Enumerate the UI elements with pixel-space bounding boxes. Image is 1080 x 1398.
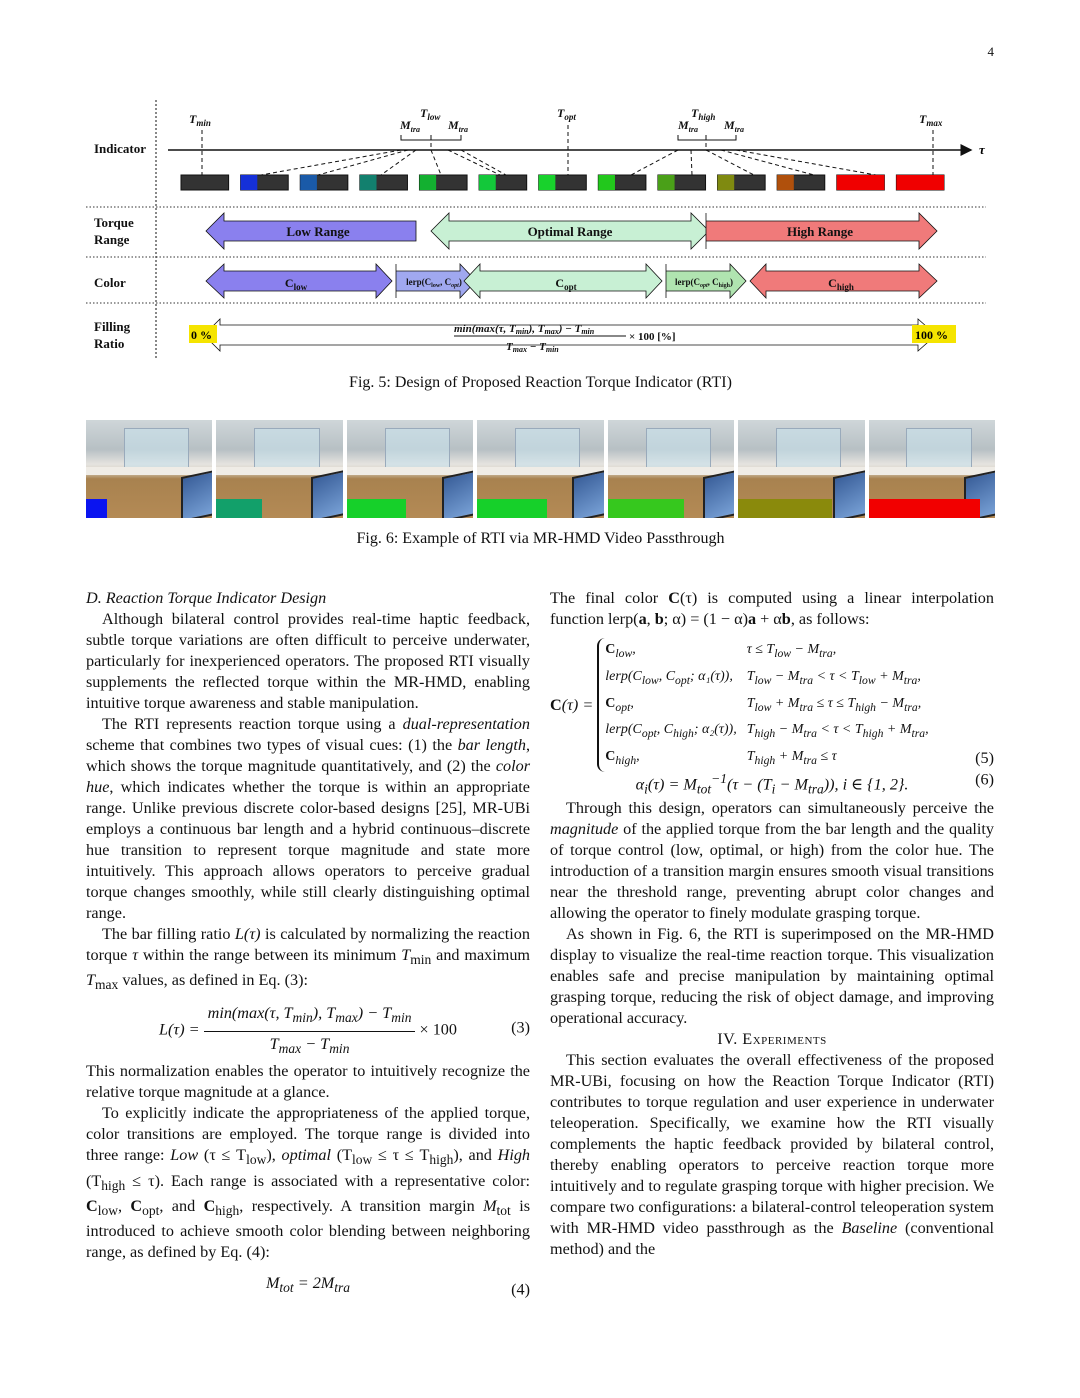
passthrough-frame (86, 420, 212, 518)
indicator-segments (181, 175, 944, 190)
chigh-arrow (750, 264, 937, 298)
eq5-number: (5) (975, 749, 994, 767)
paragraph: This normalization enables the operator to intuitively recognize the relative torque magnitude at a glance. (86, 1062, 530, 1102)
optimal-range-label: Optimal Range (527, 224, 613, 239)
low-range-label: Low Range (286, 224, 350, 239)
indicator-segment (300, 175, 348, 190)
section-heading: IV. Experiments (717, 1030, 827, 1048)
rti-bar (738, 499, 832, 518)
subsection-heading: D. Reaction Torque Indicator Design (86, 589, 327, 607)
zero-percent-label: 0 % (191, 328, 212, 342)
indicator-segment (837, 175, 885, 190)
passthrough-frame (216, 420, 342, 518)
tmax-label: $T_{max}$ (919, 112, 943, 128)
equation-5: C(τ) = $C_{low}$, $\tau \le T_{low} - M_{tra}$, $lerp(C_{low}$, $C_{opt}$; α₁(τ)), $T_{low} - M_{tra} < \tau < T_{low} + M_{tra}$, $C_{opt}$, $T_{low} + M_{tra} \le \tau \le T_{high} - M_{tra}$, $lerp(C_{opt}$, $C_{high}$; α₂(τ)), $T_{high} - M_{tra} < \tau < T_{high} + M_{tra}$, $C_{high}$, $T_{high} + M_{tra} \le \tau$ (550, 638, 994, 750)
mtra-label: $M_{tra}$ (724, 118, 745, 134)
rti-design-figure (86, 95, 998, 365)
filling-formula-num: min(max(τ, Tmin), Tmax) − Tmin (454, 323, 595, 336)
tmin-label: $T_{min}$ (189, 112, 211, 128)
high-range-label: High Range (786, 224, 854, 239)
row-label-filling: Filling (94, 319, 131, 334)
indicator-segment (241, 175, 289, 190)
indicator-segment (777, 175, 825, 190)
tau-label: τ (979, 142, 985, 157)
mtra-label: $M_{tra}$ (400, 118, 421, 134)
row-label-torque: Torque (94, 215, 134, 230)
passthrough-frame (347, 420, 473, 518)
figure5-caption: Fig. 5: Design of Proposed Reaction Torque Indicator (RTI) (349, 374, 732, 391)
paragraph: To explicitly indicate the appropriateness of the applied torque, color transitions are employed. The torque range is divided into three range: Low $(\tau \le T_{low})$, optimal $(T_{low} \le \tau \le T_{high})$, and High $(T_{high} \le \tau)$. Each range is associated with a representative color: $C_{low}$, $C_{opt}$, and $C_{high}$, respectively. A transition margin $M_{tot}$ is introduced to achieve smooth color blending between neighboring range, as defined by Eq. (4): (86, 1104, 531, 1262)
equation-4: $M_{tot} = 2M_{tra}$ (4) (265, 1274, 530, 1299)
eq5-case-row: $lerp(C_{opt}$, $C_{high}$; α₂(τ)), $T_{high} - M_{tra} < \tau < T_{high} + M_{tra}$, (605, 722, 929, 741)
eq5-case-row: $C_{opt}$, $T_{low} + M_{tra} \le \tau \le T_{high} - M_{tra}$, (605, 695, 922, 714)
eq5-case-row: $C_{high}$, $T_{high} + M_{tra} \le \tau$ (605, 749, 837, 767)
indicator-segment (896, 175, 944, 190)
filling-formula-den: Tmax − Tmin (506, 341, 559, 354)
paragraph: This section evaluates the overall effectiveness of the proposed MR-UBi, focusing on how the Reaction Torque Indicator (RTI) contributes to torque regulation and user experience in underwater teleoperation. Specifically, we examine how the RTI visually complements the haptic feedback provided by bilateral control, thereby enabling operators to perceive reaction torque more intuitively and to regulate grasping torque with higher precision. We compare two configurations: a bilateral-control teleoperation system with MR-HMD video passthrough as the Baseline (conventional method) and the (550, 1051, 995, 1258)
row-label-color: Color (94, 275, 126, 290)
indicator-segment (419, 175, 467, 190)
rti-passthrough-photos (86, 420, 995, 518)
equation-6: $\alpha_i(\tau) = M_{tot}^{-1}(\tau - (T_i - M_{tra}))$, i ∈ {1, 2}. (6) (635, 770, 994, 797)
left-column (86, 588, 530, 1315)
passthrough-frame (608, 420, 734, 518)
row-label-ratio: Ratio (94, 336, 125, 351)
rti-bar (477, 499, 547, 518)
rti-bar (608, 499, 684, 518)
right-column (550, 588, 994, 1260)
mtra-label: $M_{tra}$ (678, 118, 699, 134)
copt-label: $C_{opt}$ (555, 276, 577, 292)
indicator-segment (718, 175, 766, 190)
filling-formula-tail: × 100 [%] (629, 331, 676, 343)
eq5-case-row: $lerp(C_{low}$, $C_{opt}$; α₁(τ)), $T_{low} - M_{tra} < \tau < T_{low} + M_{tra}$, (605, 668, 921, 687)
indicator-segment (181, 175, 229, 190)
rti-bar (347, 499, 406, 518)
row-label-indicator: Indicator (94, 141, 146, 156)
clow-label: $C_{low}$ (284, 276, 308, 292)
thigh-label: $T_{high}$ (691, 106, 716, 122)
passthrough-frame (869, 420, 995, 518)
tlow-label: $T_{low}$ (420, 106, 441, 122)
indicator-segment (479, 175, 527, 190)
paragraph: As shown in Fig. 6, the RTI is superimposed on the MR-HMD display to visualize the real-time reaction torque. This visualization enables safe and precise manipulation by maintaining optimal grasping torque, reducing the risk of object damage, and improving operational accuracy. (550, 925, 994, 1027)
eq5-case-row: $C_{low}$, $\tau \le T_{low} - M_{tra}$, (605, 642, 837, 660)
figure6-caption: Fig. 6: Example of RTI via MR-HMD Video Passthrough (356, 530, 725, 547)
rti-bar (869, 499, 980, 518)
paragraph: The RTI represents reaction torque using a dual-representation scheme that combines two types of visual cues: (1) the bar length, which shows the torque magnitude quantitatively, and (2) the color hue, which indicates whether the torque is within an appropriate range. Unlike previous discrete color-based designs [25], MR-UBi employs a continuous bar length and a hybrid continuous–discrete hue transition to represent torque magnitude and state more intuitively. This approach allows operators to perceive gradual torque changes smoothly, while still clearly distinguishing optimal range. (86, 715, 530, 922)
page-number: 4 (987, 44, 994, 59)
passthrough-frame (477, 420, 603, 518)
mtra-label: $M_{tra}$ (448, 118, 469, 134)
rti-bar (216, 499, 262, 518)
topt-label: $T_{opt}$ (557, 106, 576, 122)
clow-arrow (206, 264, 392, 298)
row-label-range: Range (94, 232, 130, 247)
hundred-percent-label: 100 % (915, 328, 948, 342)
paragraph: Although bilateral control provides real-time haptic feedback, subtle torque variations are often difficult to perceive underwater, particularly for inexperienced operators. The proposed RTI visually supplements the reflected torque within the MR-HMD, enabling intuitive torque awareness and stable manipulation. (86, 610, 530, 712)
lerp1-label: $lerp(C_{low}$, $C_{opt}$) (406, 277, 462, 289)
rti-bar (86, 499, 107, 518)
paragraph: The bar filling ratio L(τ) is calculated by normalizing the reaction torque τ within the range between its minimum $T_{min}$ and maximum $T_{max}$ values, as defined in Eq. (3): (86, 925, 530, 993)
equation-3: L(τ) = $\frac{\min(\max(\tau, T_{min}), T_{max}) - T_{min}}{T_{max} - T_{min}}$ × 100 (3) (159, 1004, 530, 1056)
chigh-label: $C_{high}$ (828, 276, 854, 292)
paragraph: The final color C(τ) is computed using a linear interpolation function lerp(a, b; α) = (1 − α)a + αb, as follows: (550, 589, 994, 628)
paragraph: Through this design, operators can simultaneously perceive the magnitude of the applied torque from the bar length and the quality of torque control (low, optimal, or high) from the color hue. The introduction of a transition margin ensures smooth visual transitions near the threshold range, preventing abrupt color changes and allowing the operator to finely modulate grasping torque. (550, 799, 994, 922)
indicator-segment (658, 175, 706, 190)
indicator-segment (539, 175, 587, 190)
lerp2-label: $lerp(C_{opt}$, $C_{high}$) (674, 277, 734, 289)
indicator-segment (360, 175, 408, 190)
indicator-segment (598, 175, 646, 190)
passthrough-frame (738, 420, 864, 518)
